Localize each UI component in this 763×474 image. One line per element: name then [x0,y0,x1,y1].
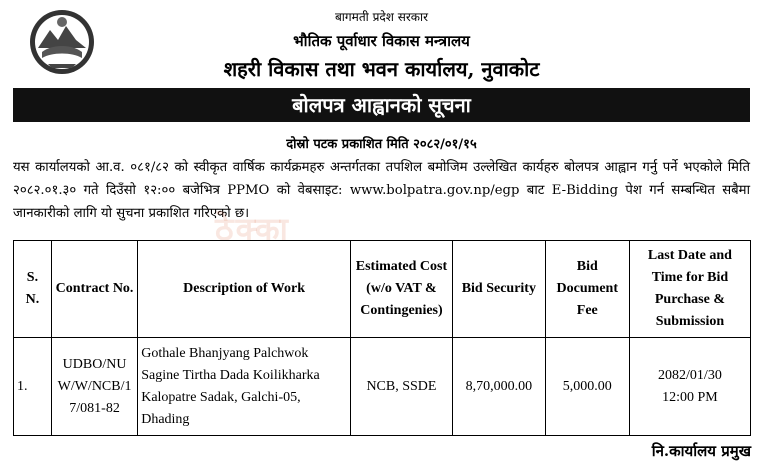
header-estimated-cost: Estimated Cost (w/o VAT & Contingenies) [350,241,452,338]
table-row [14,338,751,436]
header-last-date: Last Date and Time for Bid Purchase & Submission [629,241,750,338]
office-name: शहरी विकास तथा भवन कार्यालय, नुवाकोट [223,57,540,81]
cell-description: Gothale Bhanjyang Palchwok Sagine Tirtha Dada Koilikharka Kalopatre Sadak, Galchi-05, Dhading [138,338,351,436]
notice-title-banner: बोलपत्र आह्वानको सूचना [13,88,750,122]
publication-date: दोस्रो पटक प्रकाशित मिति २०८२/०१/१५ [286,137,477,152]
header-description: Description of Work [138,241,351,338]
cell-date: 2082/01/30 [658,367,722,383]
header-contract-no: Contract No. [51,241,137,338]
header-sn: S. N. [14,241,52,338]
office-chief-signature: नि.कार्यालय प्रमुख [651,442,751,460]
tender-table [13,240,751,436]
cell-last-date [629,338,750,436]
watermark-logo: ठेक्का [215,210,290,248]
cell-estimated-cost: NCB, SSDE [350,338,452,436]
notice-paragraph: यस कार्यालयको आ.व. ०८१/८२ को स्वीकृत वार्षिक कार्यक्रमहरु अन्तर्गतका तपशिल बमोजिम उल्लेखित कार्यहरु बोलपत्र आह्वान गर्नु पर्ने भएकोले मिति २०८२.०१.३० गते दिउँसो १२:०० बजेभित्र PPMO को वेबसाइट: www.bolpatra.gov.np/egp बाट E-Bidding पेश गर्न सम्बन्धित सबैमा जानकारीको लागि यो सुचना प्रकाशित गरिएको छ। [13,160,750,221]
province-name: बागमती प्रदेश सरकार [334,10,429,24]
header-bid-security: Bid Security [453,241,546,338]
cell-time: 12:00 PM [662,389,718,405]
ministry-name: भौतिक पूर्वाधार विकास मन्त्रालय [293,32,470,50]
table-header-row [14,241,751,338]
cell-bid-security: 8,70,000.00 [453,338,546,436]
cell-contract-no: UDBO/NUW/W/NCB/17/081-82 [51,338,137,436]
cell-sn: 1. [14,338,52,436]
header-bid-document-fee: Bid Document Fee [545,241,629,338]
cell-bid-document-fee: 5,000.00 [545,338,629,436]
